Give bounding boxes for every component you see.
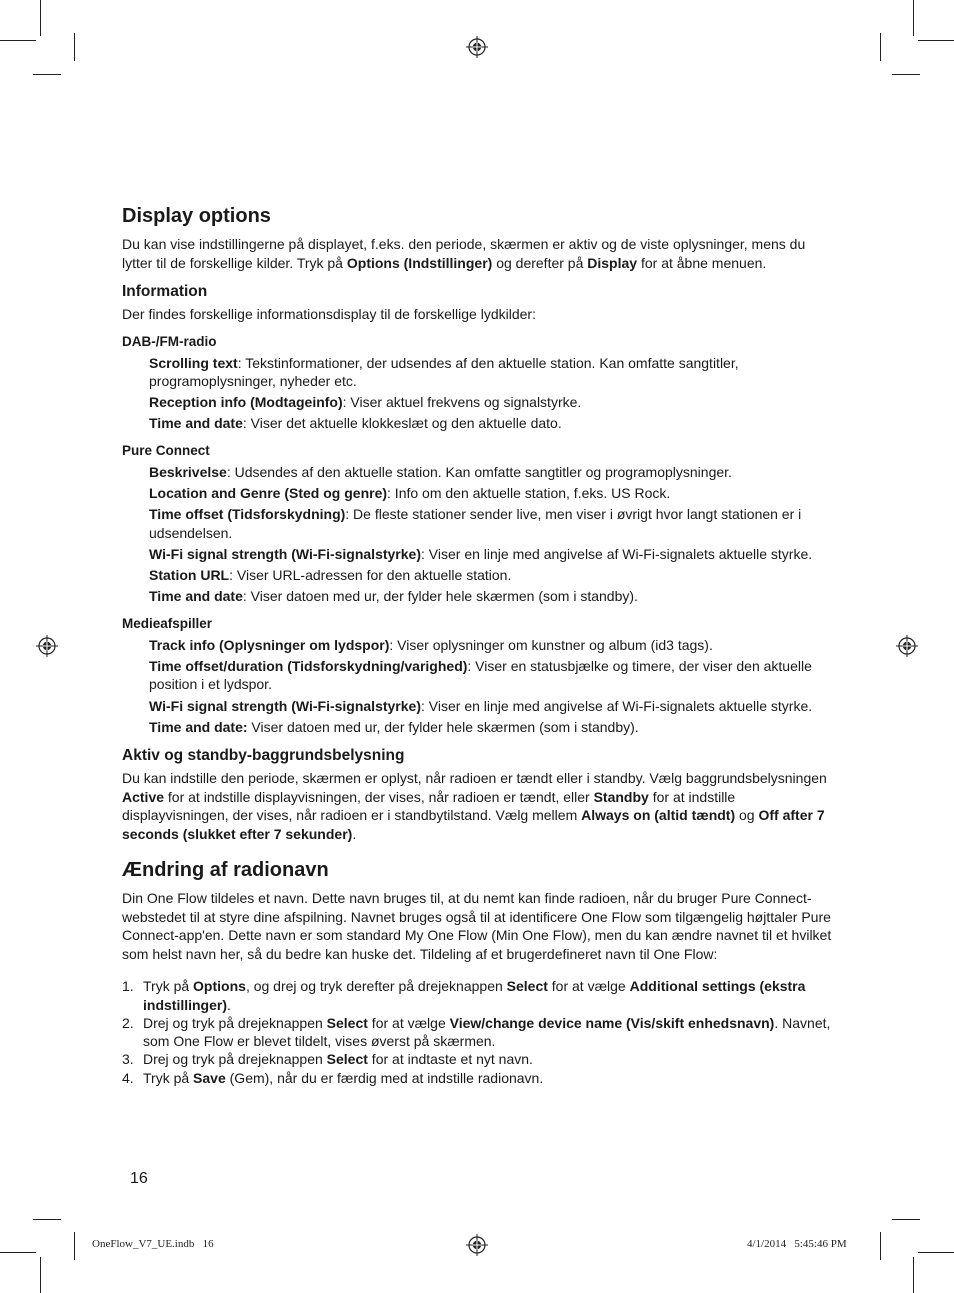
bold-term: Save bbox=[193, 1069, 226, 1086]
display-options-intro: Du kan vise indstillingerne på displayet, f.eks. den periode, skærmen er aktiv og de viste oplysninger, mens du lytter til de forskellige kilder. Tryk på Options (Indstillinger) og derefter på Display for at åbne menuen. bbox=[122, 236, 806, 271]
crop-mark bbox=[74, 1232, 75, 1260]
step-number: 3. bbox=[122, 1051, 134, 1068]
crop-mark bbox=[892, 1219, 920, 1220]
bold-term: Always on (altid tændt) bbox=[581, 807, 736, 824]
bold-term: Time offset/duration (Tidsforskydning/varighed) bbox=[149, 658, 468, 675]
subheading-backlight: Aktiv og standby-baggrundsbelysning bbox=[122, 747, 405, 765]
bold-term: Additional settings (ekstra indstillinger) bbox=[143, 978, 806, 1013]
information-intro: Der findes forskellige informationsdisplay til de forskellige lydkilder: bbox=[122, 306, 536, 322]
bold-term: Beskrivelse bbox=[149, 463, 227, 480]
rename-step: 1. Tryk på Options, og drej og tryk derefter på drejeknappen Select for at vælge Additional settings (ekstra indstillinger). bbox=[122, 978, 806, 1013]
bold-term: Station URL bbox=[149, 567, 230, 584]
display-option-item: Time and date: Viser det aktuelle klokkeslæt og den aktuelle dato. bbox=[149, 415, 562, 432]
display-option-item: Time and date: Viser datoen med ur, der fylder hele skærmen (som i standby). bbox=[149, 718, 639, 735]
bold-term: Select bbox=[506, 978, 548, 995]
print-timestamp: 4/1/2014 5:45:46 PM bbox=[747, 1238, 847, 1250]
bold-term: Display bbox=[587, 254, 638, 271]
bold-term: Wi-Fi signal strength (Wi-Fi-signalstyrke) bbox=[149, 697, 421, 714]
rename-intro: Din One Flow tildeles et navn. Dette navn bruges til, at du nemt kan finde radioen, når du bruger Pure Connect-webstedet til at styre dine afspilning. Navnet bruges også til at identificere One Flow som tilgængelig højttaler Pure Connect-app'en. Dette navn er som standard My One Flow (Min One Flow), men du kan ændre navnet til et hvilket som helst navn her, så du bedre kan huske det. Tildeling af et brugerdefineret navn til One Flow: bbox=[122, 890, 832, 962]
crop-mark bbox=[40, 0, 41, 36]
step-number: 2. bbox=[122, 1014, 134, 1031]
display-option-item: Wi-Fi signal strength (Wi-Fi-signalstyrke): Viser en linje med angivelse af Wi-Fi-signalets aktuelle styrke. bbox=[149, 545, 813, 562]
source-group-title: Medieafspiller bbox=[122, 615, 213, 631]
registration-mark-icon bbox=[896, 635, 918, 657]
page-number: 16 bbox=[130, 1170, 148, 1187]
source-groups bbox=[122, 333, 834, 737]
rename-step: 3. Drej og tryk på drejeknappen Select for at indtaste et nyt navn. bbox=[122, 1051, 533, 1068]
bold-term: Time and date bbox=[149, 415, 243, 432]
crop-mark bbox=[913, 0, 914, 36]
backlight-text: Du kan indstille den periode, skærmen er oplyst, når radioen er tændt eller i standby. Vælg baggrundsbelysningen Active for at indstille displayvisningen, der vises, når radioen er tændt, eller Standby for at indstille displayvisningen, der vises, når radioen er i standbytilstand. Vælg mellem Always on (altid tændt) og Off after 7 seconds (slukket efter 7 sekunder). bbox=[122, 770, 827, 842]
rename-step: 4. Tryk på Save (Gem), når du er færdig med at indstille radionavn. bbox=[122, 1069, 544, 1086]
bold-term: View/change device name (Vis/skift enhedsnavn) bbox=[449, 1014, 775, 1031]
page-content bbox=[122, 203, 834, 1087]
crop-mark bbox=[913, 1257, 914, 1293]
registration-mark-icon bbox=[466, 1234, 488, 1256]
section-title-rename: Ændring af radionavn bbox=[122, 859, 329, 882]
bold-term: Track info (Oplysninger om lydspor) bbox=[149, 636, 390, 653]
crop-mark bbox=[0, 40, 36, 41]
display-option-item: Time offset (Tidsforskydning): De fleste stationer sender live, men viser i øvrigt hvor langt stationen er i udsendelsen. bbox=[149, 506, 802, 541]
rename-section bbox=[122, 857, 834, 1087]
display-option-item: Track info (Oplysninger om lydspor): Viser oplysninger om kunstner og album (id3 tags). bbox=[149, 636, 713, 653]
display-option-item: Reception info (Modtageinfo): Viser aktuel frekvens og signalstyrke. bbox=[149, 394, 582, 411]
crop-mark bbox=[0, 1252, 36, 1253]
bold-term: Time and date bbox=[149, 588, 243, 605]
bold-term: Time offset (Tidsforskydning) bbox=[149, 506, 346, 523]
display-option-item: Beskrivelse: Udsendes af den aktuelle station. Kan omfatte sangtitler og programoplysninger. bbox=[149, 463, 732, 480]
crop-mark bbox=[918, 40, 954, 41]
crop-mark bbox=[892, 74, 920, 75]
bold-term: Select bbox=[326, 1014, 368, 1031]
crop-mark bbox=[40, 1257, 41, 1293]
source-group-title: DAB-/FM-radio bbox=[122, 333, 217, 349]
display-option-item: Location and Genre (Sted og genre): Info om den aktuelle station, f.eks. US Rock. bbox=[149, 484, 671, 501]
bold-term: Select bbox=[326, 1051, 368, 1068]
registration-mark-icon bbox=[466, 36, 488, 58]
display-option-item: Time and date: Viser datoen med ur, der fylder hele skærmen (som i standby). bbox=[149, 588, 638, 605]
bold-term: Off after 7 seconds (slukket efter 7 sekunder) bbox=[122, 807, 825, 842]
bold-term: Wi-Fi signal strength (Wi-Fi-signalstyrke) bbox=[149, 545, 421, 562]
source-group-title: Pure Connect bbox=[122, 442, 210, 458]
bold-term: Time and date: bbox=[149, 718, 248, 735]
crop-mark bbox=[33, 74, 61, 75]
display-option-item: Time offset/duration (Tidsforskydning/varighed): Viser en statusbjælke og timere, der viser den aktuelle position i et lydspor. bbox=[149, 658, 812, 693]
bold-term: Reception info (Modtageinfo) bbox=[149, 394, 343, 411]
display-option-item: Scrolling text: Tekstinformationer, der udsendes af den aktuelle station. Kan omfatte sangtitler, programoplysninger, nyheder etc. bbox=[149, 354, 739, 389]
step-number: 1. bbox=[122, 978, 134, 995]
display-option-item: Station URL: Viser URL-adressen for den aktuelle station. bbox=[149, 567, 512, 584]
crop-mark bbox=[918, 1252, 954, 1253]
crop-mark bbox=[880, 33, 881, 61]
display-option-item: Wi-Fi signal strength (Wi-Fi-signalstyrke): Viser en linje med angivelse af Wi-Fi-signalets aktuelle styrke. bbox=[149, 697, 813, 714]
subheading-information: Information bbox=[122, 283, 208, 300]
registration-mark-icon bbox=[36, 635, 58, 657]
bold-term: Scrolling text bbox=[149, 354, 238, 371]
bold-term: Options (Indstillinger) bbox=[346, 254, 493, 271]
section-title-display-options: Display options bbox=[122, 205, 271, 227]
rename-steps bbox=[122, 977, 834, 1087]
bold-term: Standby bbox=[593, 788, 649, 805]
crop-mark bbox=[33, 1219, 61, 1220]
step-number: 4. bbox=[122, 1069, 134, 1086]
rename-step: 2. Drej og tryk på drejeknappen Select for at vælge View/change device name (Vis/skift enhedsnavn). Navnet, som One Flow er blevet tildelt, vises øverst på skærmen. bbox=[122, 1014, 831, 1050]
crop-mark bbox=[880, 1232, 881, 1260]
bold-term: Location and Genre (Sted og genre) bbox=[149, 484, 388, 501]
crop-mark bbox=[74, 33, 75, 61]
bold-term: Active bbox=[122, 788, 165, 805]
file-slug: OneFlow_V7_UE.indb 16 bbox=[92, 1238, 214, 1250]
bold-term: Options bbox=[193, 978, 246, 995]
